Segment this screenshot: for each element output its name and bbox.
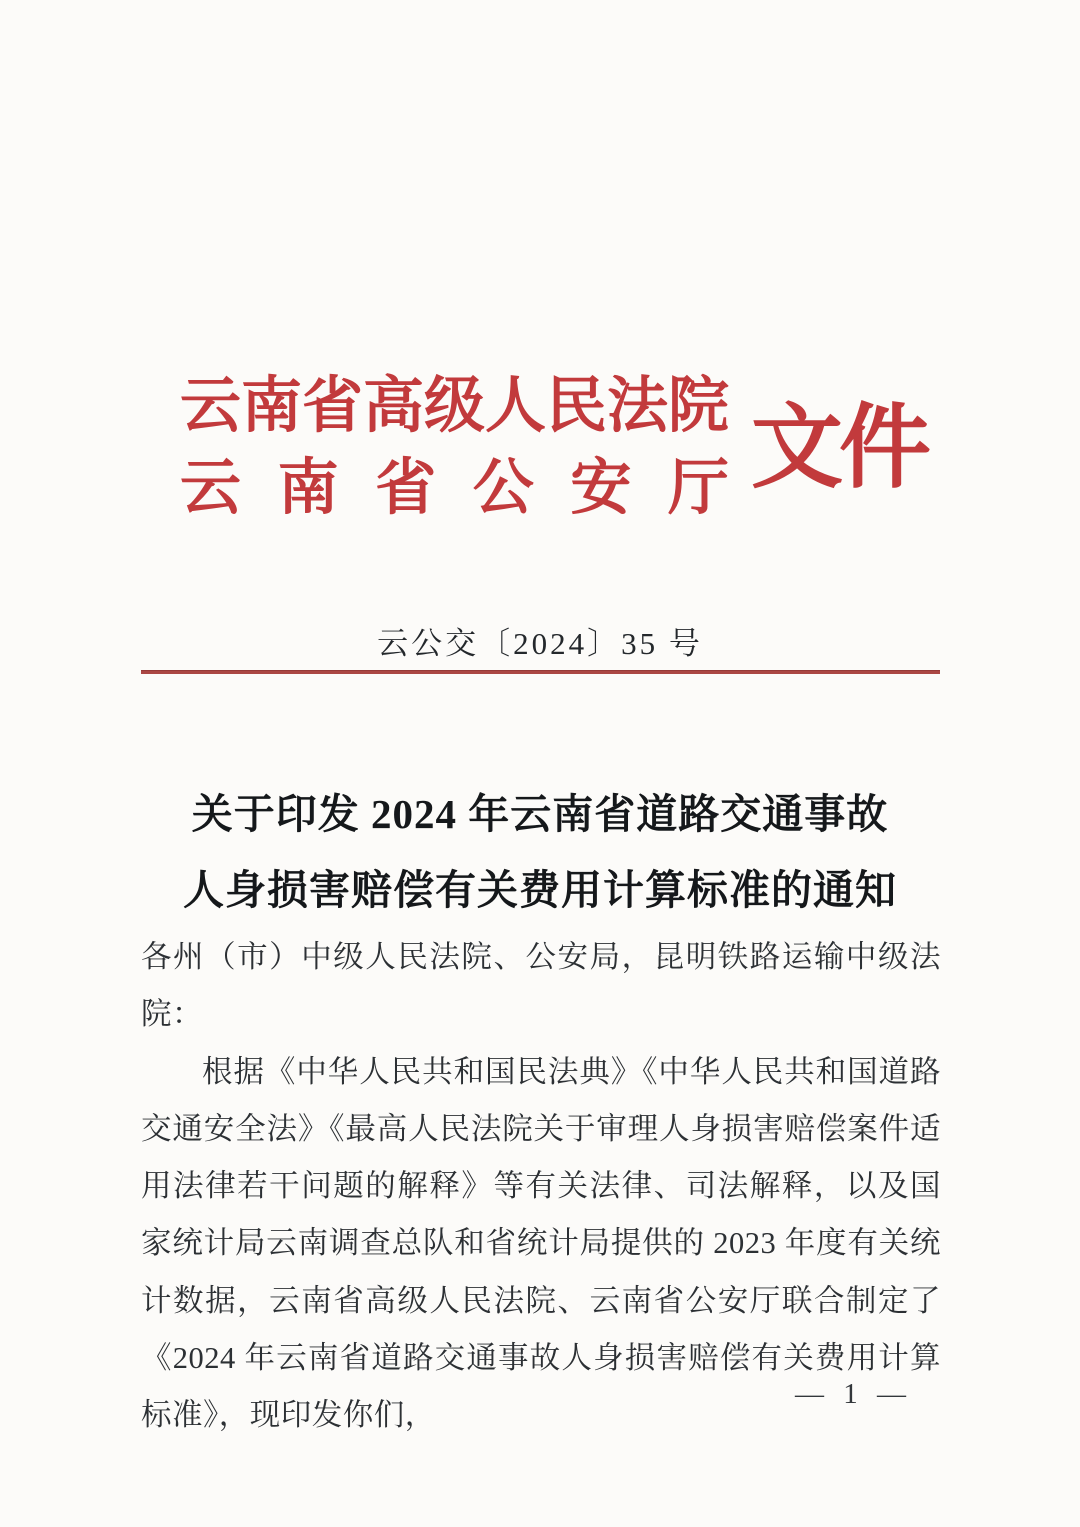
- org-name-police: 云南省公安厅: [180, 455, 730, 522]
- document-title-line2: 人身损害赔偿有关费用计算标准的通知: [183, 867, 897, 913]
- document-title: [0, 776, 1080, 928]
- document-number: 云公交〔2024〕35 号: [377, 626, 703, 661]
- document-type-label: 文件: [751, 397, 928, 499]
- letterhead: [180, 366, 928, 530]
- document-body: [141, 929, 941, 1445]
- salutation-line: 各州（市）中级人民法院、公安局，昆明铁路运输中级法院：: [141, 940, 941, 1032]
- org-name-court: 云南省高级人民法院: [180, 373, 730, 440]
- body-paragraph: 根据《中华人民共和国民法典》《中华人民共和国道路交通安全法》《最高人民法院关于审理人身损害赔偿案件适用法律若干问题的解释》等有关法律、司法解释，以及国家统计局云南调查总队和省统计局提供的 2023 年度有关统计数据，云南省高级人民法院、云南省公安厅联合制定了《2024 年云南省道路交通事故人身损害赔偿有关费用计算标准》，现印发你们，: [141, 1054, 941, 1433]
- document-title-line1: 关于印发 2024 年云南省道路交通事故: [191, 791, 889, 837]
- page-number: — 1 —: [795, 1378, 912, 1410]
- red-divider-rule: [141, 670, 940, 674]
- issuing-organizations: [180, 366, 729, 530]
